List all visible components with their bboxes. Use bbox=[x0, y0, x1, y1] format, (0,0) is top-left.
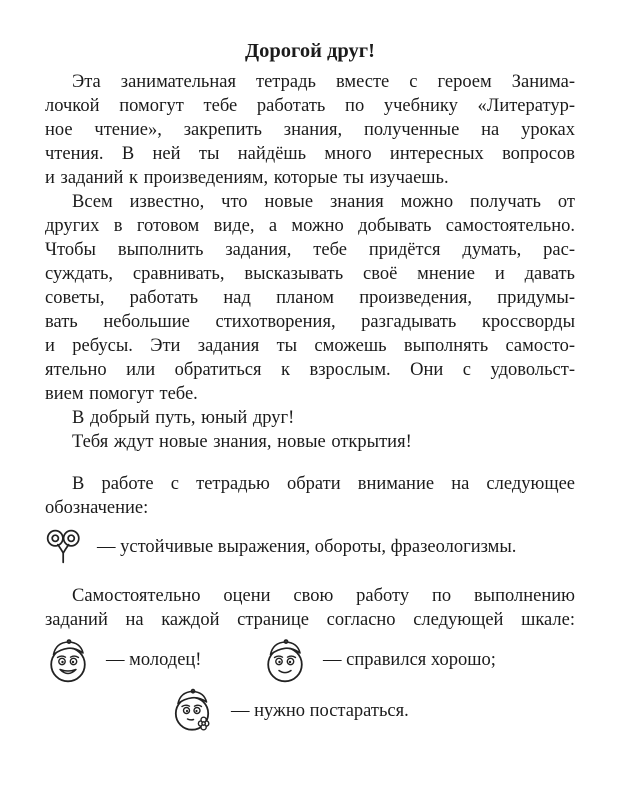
paragraph-about-tasks bbox=[45, 190, 575, 406]
smiley-cap-smile-icon bbox=[262, 636, 308, 684]
text-line: Чтобы выполнить задания, тебе придётся думать, рас- bbox=[45, 240, 575, 260]
paragraph-intro bbox=[45, 70, 575, 190]
smiley-cap-grin-icon bbox=[45, 636, 91, 684]
text-line: заданий на каждой странице согласно следующей шкале: bbox=[45, 610, 575, 630]
text-line: других в готовом виде, а можно добывать самостоятельно. bbox=[45, 216, 575, 236]
rating-good bbox=[262, 636, 496, 684]
notation-legend-row bbox=[45, 528, 575, 566]
paragraph-good-luck bbox=[45, 406, 575, 430]
text-line: Всем известно, что новые знания можно получать от bbox=[72, 192, 575, 212]
text-line: ное чтение», закрепить знания, полученные на уроках bbox=[45, 120, 575, 140]
paragraph-self-assessment bbox=[45, 584, 575, 632]
text-line: и ребусы. Эти задания ты сможешь выполнять самосто- bbox=[45, 336, 575, 356]
rating-excellent bbox=[45, 636, 262, 684]
rating-row-2 bbox=[170, 686, 575, 736]
rating-scale bbox=[45, 636, 575, 736]
text-line: советы, работать над планом произведения, придумы- bbox=[45, 288, 575, 308]
text-line: Тебя ждут новые знания, новые открытия! bbox=[72, 432, 412, 452]
text-line: обозначение: bbox=[45, 498, 149, 518]
glasses-on-stem-icon bbox=[45, 528, 82, 566]
text-line: суждать, сравнивать, высказывать своё мнение и давать bbox=[45, 264, 575, 284]
text-line: вием помогут тебе. bbox=[45, 384, 198, 404]
text-line: и заданий к произведениям, которые ты изучаешь. bbox=[45, 168, 449, 188]
rating-try-harder bbox=[170, 686, 409, 736]
rating-good-label: — справился хорошо; bbox=[323, 649, 496, 670]
smiley-cap-flower-icon bbox=[170, 686, 216, 736]
rating-try-harder-label: — нужно постараться. bbox=[231, 700, 409, 721]
notation-legend-label: — устойчивые выражения, обороты, фразеологизмы. bbox=[97, 537, 517, 557]
text-line: В добрый путь, юный друг! bbox=[72, 408, 295, 428]
text-line: лочкой помогут тебе работать по учебнику «Литератур- bbox=[45, 96, 575, 116]
rating-excellent-label: — молодец! bbox=[106, 649, 202, 670]
text-line: Эта занимательная тетрадь вместе с героем Занима- bbox=[72, 72, 575, 92]
text-line: Самостоятельно оцени свою работу по выполнению bbox=[72, 586, 575, 606]
text-line: В работе с тетрадью обрати внимание на следующее bbox=[72, 474, 575, 494]
text-line: ятельно или обратиться к взрослым. Они с удовольст- bbox=[45, 360, 575, 380]
paragraph-discoveries bbox=[45, 430, 575, 454]
paragraph-notation-note bbox=[45, 472, 575, 520]
text-line: чтения. В ней ты найдёшь много интересных вопросов bbox=[45, 144, 575, 164]
page-title: Дорогой друг! bbox=[245, 40, 375, 62]
rating-row-1 bbox=[45, 636, 575, 684]
text-line: вать небольшие стихотворения, разгадывать кроссворды bbox=[45, 312, 575, 332]
